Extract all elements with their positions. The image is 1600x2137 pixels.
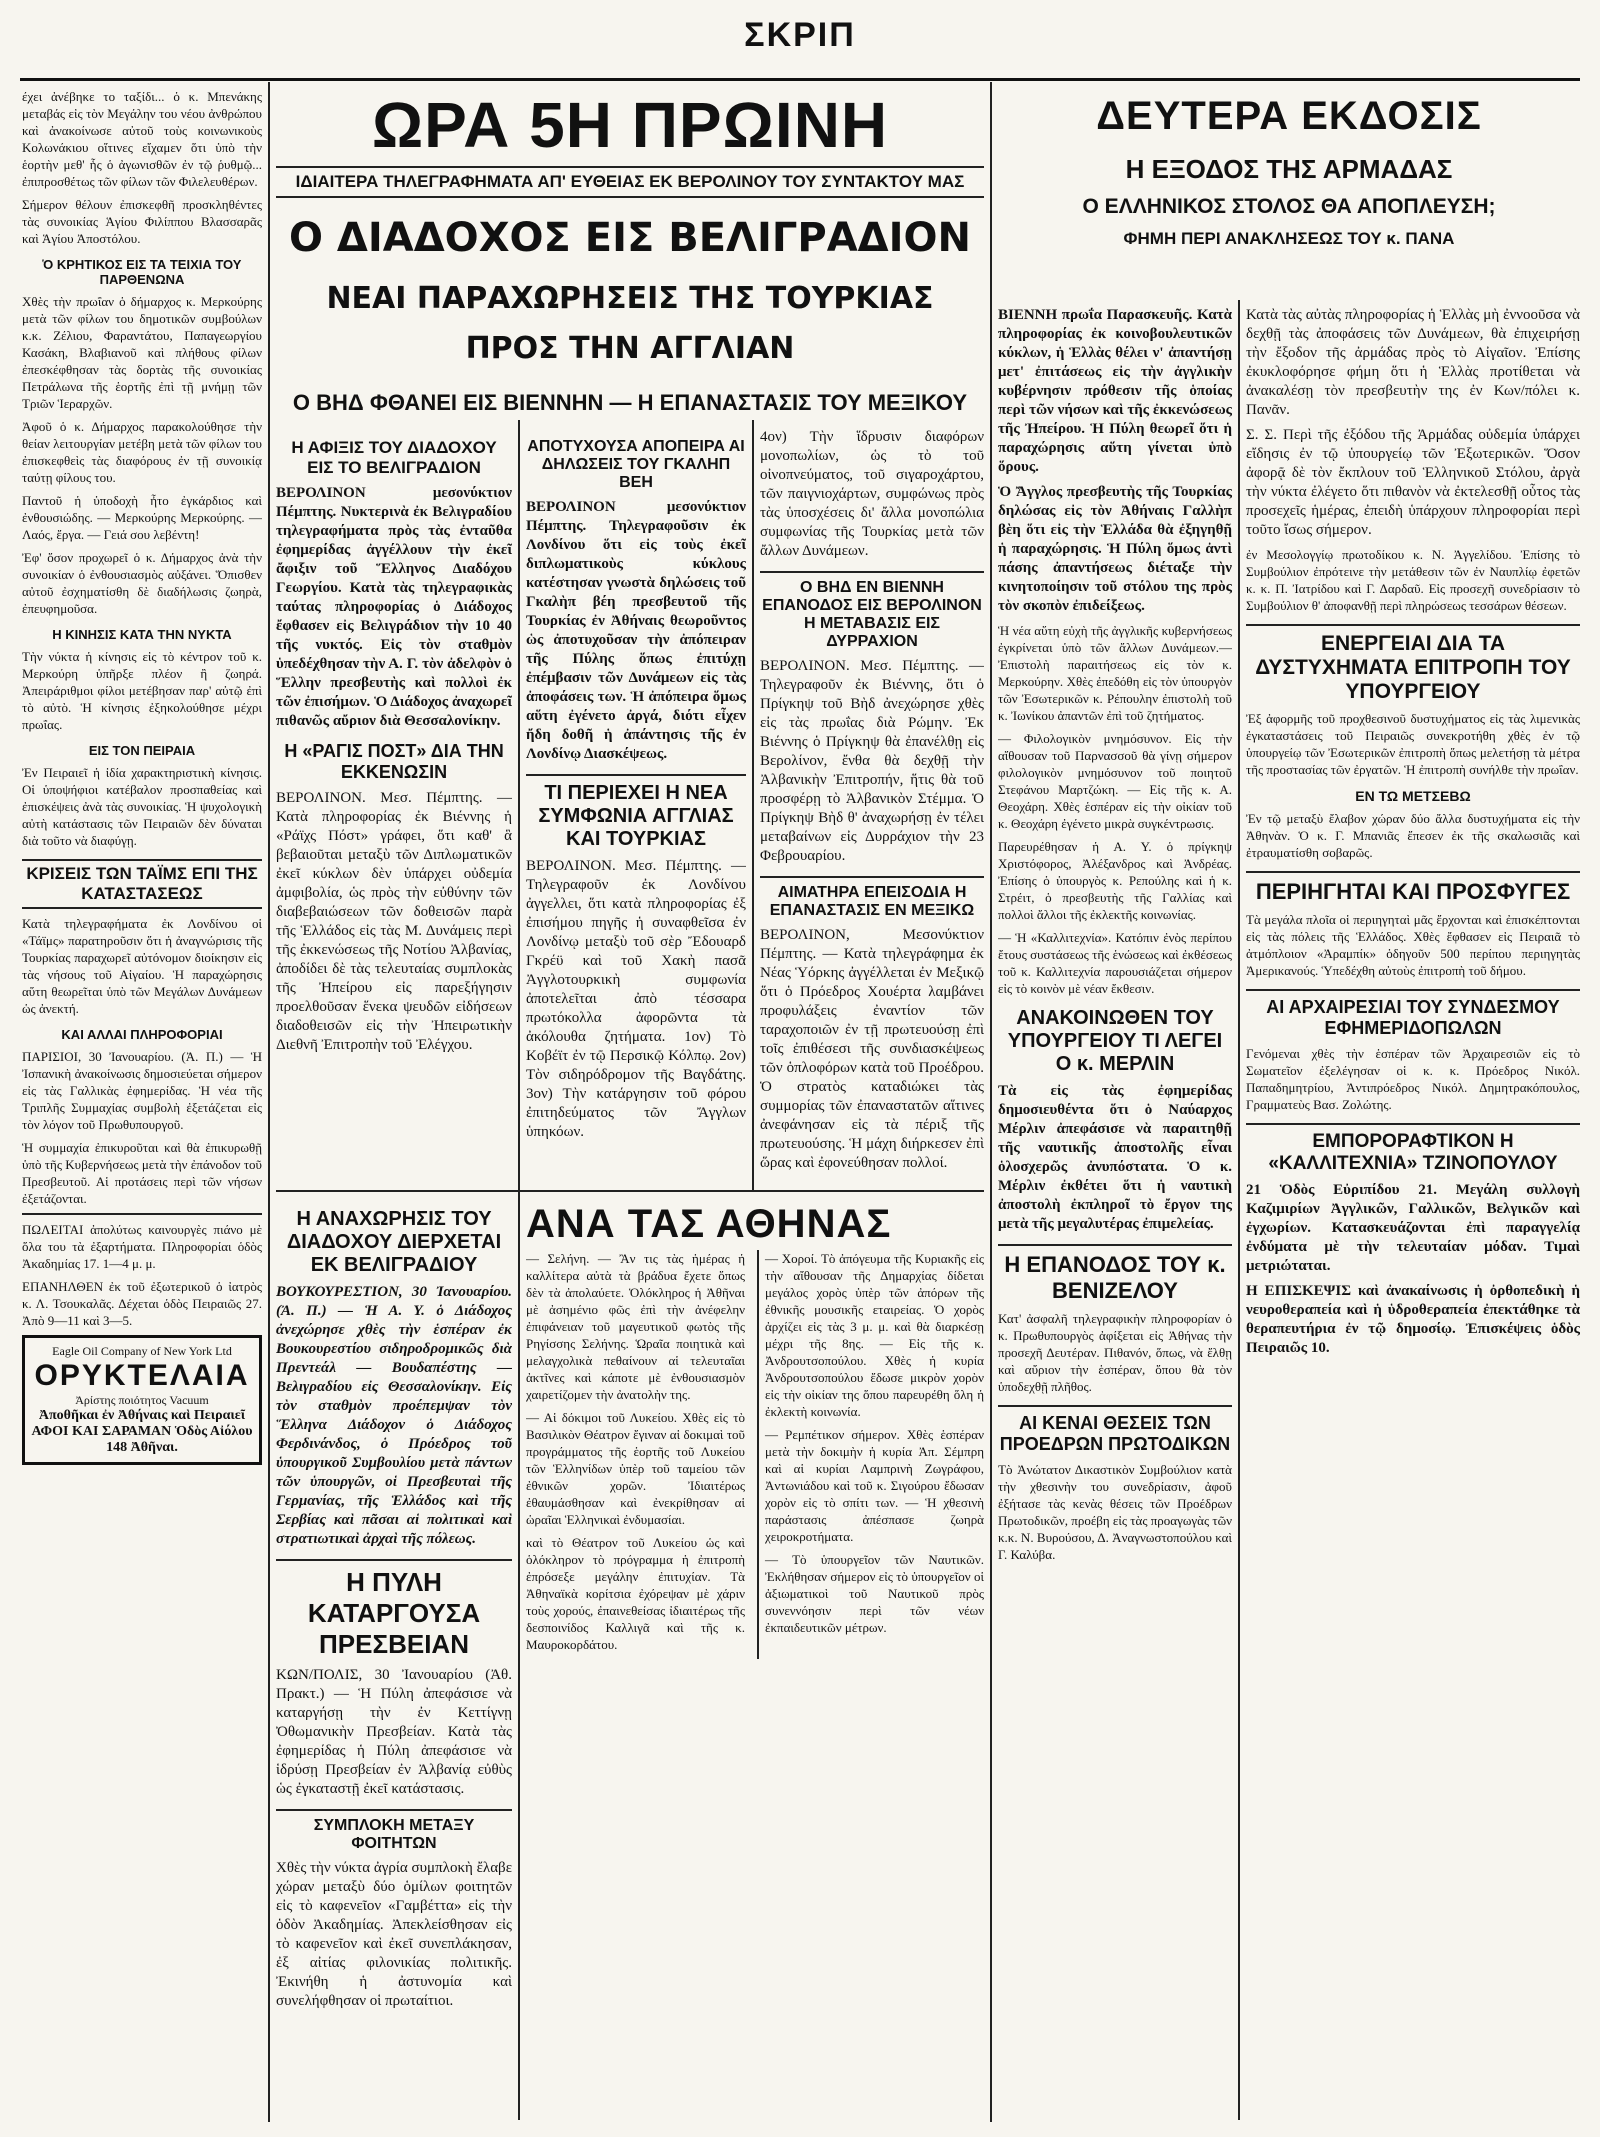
main-headline: Ο ΔΙΑΔΟΧΟΣ ΕΙΣ ΒΕΛΙΓΡΑΔΙΟΝ xyxy=(289,215,971,261)
left-column xyxy=(22,88,262,2128)
article-paragraph: Κατ' ἀσφαλῆ τηλεγραφικὴν πληροφορίαν ὁ κ. Πρωθυπουργὸς ἀφίξεται εἰς Ἀθήνας τὴν προσεχῆ Δευτέραν. Πιθανόν, ὅπως, νὰ ἔλθῃ καὶ αὔριον τὴν ἑσπέραν, ὅπου θὰ τὸν ὑποδεχθῇ πλῆθος. xyxy=(998,1311,1232,1394)
column-rule xyxy=(518,420,520,1190)
section-heading: ΑΙ ΑΡΧΑΙΡΕΣΙΑΙ ΤΟΥ ΣΥΝΔΕΣΜΟΥ ΕΦΗΜΕΡΙΔΟΠΩΛΩΝ xyxy=(1246,989,1580,1039)
article-paragraph: ΒΕΡΟΛΙΝΟΝ. Μεσ. Πέμπτης. — Κατὰ πληροφορίας ἐκ Βιέννης ἡ «Ράϊχς Πόστ» γράφει, ὅτι καθ' ἃ βεβαιοῦται μεταξὺ τῶν Διπλωματικῶν ἐκεῖ κύκλων δὲν ὑπάρχει οὐδεμία ἀμφιβολία, ὡς πρὸς τὴν εὐθύνην τῶν διαβεβαιώσεων τῶν δοθεισῶν παρὰ τῆς Ἑλλάδος εἰς τὰς Μ. Δυνάμεις περὶ τῆς ἐκκενώσεως τῆς Νοτίου Ἀλβανίας, ἀποδίδει δὲ τὰς τελευταίας συμπλοκὰς τῆς Ἠπείρου εἰς παρεξήγησιν προελθοῦσαν ἕνεκα ψευδῶν εἰδήσεων διαδοθεισῶν εἰς τὴν Ἠπειρωτικὴν Διεθνῆ Ἐπιτροπὴν τοῦ Ἐλέγχου. xyxy=(276,790,512,1053)
article-paragraph: — Χοροί. Τὸ ἀπόγευμα τῆς Κυριακῆς εἰς τὴν αἴθουσαν τῆς Δημαρχίας δίδεται μεγάλος χορὸς ὑπὲρ τῶν ἀπόρων τῆς ἐθνικῆς μουσικῆς εταιρείας. Ὁ χορὸς ἀρχίζει εἰς τὰς 3 μ. μ. καὶ θὰ διαρκέσῃ μέχρι τῆς 8ης. — Εἰς τῆς κ. Ἀνδρουτσοπούλου. Χθὲς ἡ κυρία Ἀνδρουτσοπούλου ἔδωσε μικρὸν χορὸν εἰς τὴν οἰκίαν της ὅπου παρευρέθη ὅλη ἡ ἐκλεκτὴ κοινωνία. xyxy=(765,1251,984,1419)
second-edition-banner: ΔΕΥΤΕΡΑ ΕΚΔΟΣΙΣ xyxy=(1096,94,1482,138)
article-paragraph: Τὴν νύκτα ἡ κίνησις εἰς τὸ κέντρον τοῦ κ. Μερκούρη ὑπῆρξε πλέον ἢ ζωηρά. Ἀπειράριθμοι φίλοι μετέβησαν παρ' αὐτῷ ἐπὶ τὸ αὐτὸ. Ἡ κίνησις ἐξηκολούθησε μέχρι πρωΐας. xyxy=(22,649,262,732)
section-heading: ΠΕΡΙΗΓΗΤΑΙ ΚΑΙ ΠΡΟΣΦΥΓΕΣ xyxy=(1246,871,1580,905)
center-column-1 xyxy=(276,428,512,1188)
article-paragraph: Ἡ νέα αὕτη εὐχὴ τῆς ἀγγλικῆς κυβερνήσεως ἐγκρίνεται ὑπὸ τῶν ἄλλων Δυνάμεων.— Ἐπιστολὴ παραιτήσεως εἰς τὸν κ. Μερκούρην. Χθὲς ἐπεδόθη εἰς τὸν ὑπουργὸν τῶν Ἐσωτερικῶν κ. Ρέπουλην ἐπιστολὴ τοῦ κ. Ἰωνίκου ἀπαντῶν ἐπὶ τοῦ ζητήματος. xyxy=(998,623,1232,723)
right-headlines xyxy=(998,88,1580,298)
ad-line: ΑΦΟΙ ΚΑΙ ΣΑΡΑΜΑΝ Ὁδὸς Αἰόλου 148 Ἀθῆναι. xyxy=(31,1424,253,1455)
article-paragraph: Ἐν τῷ μεταξὺ ἔλαβον χώραν δύο ἄλλα δυστυχήματα εἰς τὴν Ἀθηνὰν. Ὁ κ. Γ. Μπανιᾶς ἔπεσεν ἐκ τῆς σκαλωσιᾶς καὶ ἐτραυματίσθη σοβαρῶς. xyxy=(1246,811,1580,860)
article-paragraph: Η ΕΠΙΣΚΕΨΙΣ καὶ ἀνακαίνωσις ἡ ὀρθοπεδικὴ ἡ νευροθεραπεία καὶ ἡ ὑδροθεραπεία ἐπεκτάθηκε τὰ θεραπευτήρια ἐν τῷ δημοσίῳ. Ἐπισκέψεις ὁδὸς Πειραιῶς 10. xyxy=(1246,1283,1580,1356)
divider xyxy=(22,1213,262,1215)
article-paragraph: 21 Ὁδὸς Εὐριπίδου 21. Μεγάλη συλλογὴ Καζιμιρίων Ἀγγλικῶν, Γαλλικῶν, Βελγικῶν καὶ ἐγχωρίων. Κατασκευάζονται ἐπὶ παραγγελίᾳ ἐνδύματα μὲ τὴν τελευταίαν μόδαν. Τιμαὶ μετριώταται. xyxy=(1246,1182,1580,1274)
oil-advertisement xyxy=(22,1335,262,1465)
ad-company: Eagle Oil Company of New York Ltd xyxy=(52,1344,232,1358)
article-paragraph: καὶ τὸ Θέατρον τοῦ Λυκείου ὡς καὶ ὁλόκληρον τὸ πρόγραμμα ἡ ἐπιτροπὴ ἐπρόσεξε μεγάλην ἐπιτυχίαν. Τὰ Ἀθηναϊκὰ κορίτσια ἐχόρεψαν μὲ χάριν τοὺς χορούς, ἐπαινεθείσας ἰδιαιτέρως τῆς δεσποινίδος Καλλιγᾶ καὶ τῆς κ. Μαυροκορδάτου. xyxy=(526,1535,745,1652)
section-heading: Η ΠΥΛΗ ΚΑΤΑΡΓΟΥΣΑ ΠΡΕΣΒΕΙΑΝ xyxy=(276,1559,512,1660)
banner-headline: ΩΡΑ 5Η ΠΡΩΙΝΗ xyxy=(371,89,889,161)
article-paragraph: 4ον) Τὴν ἵδρυσιν διαφόρων μονοπωλίων, ὡς τὸ τοῦ οἰνοπνεύματος, τοῦ σιγαροχάρτου, τῶν παιγνιοχάρτων, συμφώνως πρὸς τὰς ὑποσχέσεις δι' ἄλλα μονοπώλια συμφωνίας τῆς Τουρκίας μετὰ τῶν ἄλλων Δυνάμεων. xyxy=(760,429,984,559)
main-headline: ΝΕΑΙ ΠΑΡΑΧΩΡΗΣΕΙΣ ΤΗΣ ΤΟΥΡΚΙΑΣ ΠΡΟΣ ΤΗΝ ΑΓΓΛΙΑΝ xyxy=(326,281,934,366)
center-lower-left xyxy=(276,1198,512,2118)
article-paragraph: ΒΕΡΟΛΙΝΟΝ. Μεσ. Πέμπτης. — Τηλεγραφοῦν ἐκ Λονδίνου ἀγγελλει, ὅτι κατὰ πληροφορίας ἐξ ἐπισήμου πηγῆς ἡ συναφθεῖσα ἐν Λονδίνῳ μεταξὺ τοῦ σὲρ Ἔδουαρδ Γκρέϋ καὶ τοῦ Χακὴ πασᾶ Ἀγγλοτουρκικὴ συμφωνία ἀποτελεῖται ἀπὸ τέσσαρα πρωτόκολλα ἀφορῶντα τὰ ἀκόλουθα ζητήματα. 1ον) Τὸ Κοβέϊτ ἐν τῷ Περσικῷ Κόλπῳ. 2ον) Τὸν σιδηρόδρομον τῆς Βαγδάτης. 3ον) Τὴν κατάργησιν τοῦ φόρου ἐπιτηδεύματος τῶν Ἄγγλων ὑπηκόων. xyxy=(526,858,746,1140)
article-paragraph: Σήμερον θέλουν ἐπισκεφθῆ προσκληθέντες τὰς συνοικίας Ἁγίου Φιλίππου Βλασσαρᾶς καὶ Ἁγίου Ἀποστόλου. xyxy=(22,197,262,246)
article-paragraph: ΒΕΡΟΛΙΝΟΝ, Μεσονύκτιον Πέμπτης. — Κατὰ τηλεγράφημα ἐκ Νέας Ὑόρκης ἀγγέλλεται ἐν Μεξικῷ ὅτι ὁ Πρόεδρος Χουέρτα λαμβάνει προφυλάξεις ἐναντίον τῶν ταραχοποιῶν ἐν τῇ πρωτευούσῃ ἐπὶ τοῖς ἐπιθέσεσι τῆς συνδιασκέψεως τῶν ὁπλοφόρων κατὰ τοῦ Προέδρου. Ὁ στρατὸς καταδιώκει τὰς συμμορίας τῶν ἐπαναστατῶν αἵτινες ἀνεφάνησαν εἰς τὰ πέριξ τῆς πρωτευούσης. Ἡ μάχη διήρκεσεν ἐπὶ ὥρας καὶ ἐφονεύθησαν πολλοί. xyxy=(760,927,984,1171)
right-column-b xyxy=(1246,306,1580,2116)
section-heading: ΤΙ ΠΕΡΙΕΧΕΙ Η ΝΕΑ ΣΥΜΦΩΝΙΑ ΑΓΓΛΙΑΣ ΚΑΙ ΤΟΥΡΚΙΑΣ xyxy=(526,774,746,851)
section-heading: Η ΕΠΑΝΟΔΟΣ ΤΟΥ κ. ΒΕΝΙΖΕΛΟΥ xyxy=(998,1244,1232,1304)
ad-line: Ἀποθῆκαι ἐν Ἀθήναις καὶ Πειραιεῖ xyxy=(38,1408,246,1423)
ad-title: ΟΡΥΚΤΕΛΑΙΑ xyxy=(34,1359,250,1392)
section-heading: Ὁ ΚΡΗΤΙΚΟΣ ΕΙΣ ΤΑ ΤΕΙΧΙΑ ΤΟΥ ΠΑΡΘΕΝΩΝΑ xyxy=(42,257,242,287)
center-column-2 xyxy=(526,428,746,1188)
article-paragraph: Τὸ Ἀνώτατον Δικαστικὸν Συμβούλιον κατὰ τὴν χθεσινὴν του συνεδρίασιν, ἀφοῦ ἐξήτασε τὰς κενὰς θέσεις τῶν Προέδρων Πρωτοδικῶν, προέβη εἰς τὰς προαγωγὰς τῶν κ.κ. Ν. Βυρούσου, Δ. Ἀναγνωστοπούλου καὶ Γ. Καλύβα. xyxy=(998,1462,1232,1562)
article-paragraph: Τὰ μεγάλα πλοῖα οἱ περιηγηταὶ μᾶς ἔρχονται καὶ ἐπισκέπτονται εἰς τὰς πόλεις τῆς Ἑλλάδος. Χθὲς ἔφθασεν εἰς Πειραιᾶ τὸ ἀτμόπλοιον «Ἀραμπίκ» ὁδηγοῦν 500 περίπου περιηγητὰς Ἀμερικανούς. Ὑπεδέχθη αὐτοὺς ἐπιτροπὴ τοῦ δήμου. xyxy=(1246,912,1580,978)
right-column-a xyxy=(998,306,1232,2116)
section-heading: ΚΡΙΣΕΙΣ ΤΩΝ ΤΑΪΜΣ ΕΠΙ ΤΗΣ ΚΑΤΑΣΤΑΣΕΩΣ xyxy=(22,859,262,909)
article-paragraph: Ὁ Ἄγγλος πρεσβευτὴς τῆς Τουρκίας δηλώσας εἰς τὸν Ἀθήναις Γαλλὴπ βὲη ὅτι εἰς τὴν Ἑλλάδα θὰ ἐξηγηθῇ ἡ παραχώρησις. Ἡ Πύλη ὅμως ἀντὶ πάσης ἀπαντήσεως διέταξε τὴν κινητοποίησιν τοῦ στόλου της πρὸς τὸν σκοπὸν ἐπιδείξεως. xyxy=(998,484,1232,614)
article-paragraph: Τὰ εἰς τὰς ἐφημερίδας δημοσιευθέντα ὅτι ὁ Ναύαρχος Μέρλιν ἀπεφάσισε νὰ παραιτηθῇ τῆς ναυτικῆς ἀποστολῆς εἶναι ὁλοσχερῶς ἀνυπόστατα. Ὁ κ. Μέρλιν ἐκθέτει ὅτι ἡ ναυτικὴ ἀποστολὴ ἐκπληροῖ τὸ ἔργον της μετὰ τῆς μεγαλυτέρας ἐπιμελείας. xyxy=(998,1083,1232,1232)
article-paragraph: Ἐν Πειραιεῖ ἡ ἰδία χαρακτηριστικὴ κίνησις. Οἱ ὑποψήφιοι κατέβαλον προσπαθείας καὶ ἐπισκέψεις ἀνὰ τὰς συνοικίας. Ἡ ψυχολογικὴ αὐτὴ κατάστασις τῶν Πειραιῶν δὲν δύναται διὰ τοῦτο νὰ διαφύγῃ. xyxy=(22,765,262,848)
masthead-title: ΣΚΡΙΠ xyxy=(744,16,856,54)
article-paragraph: Γενόμεναι χθὲς τὴν ἑσπέραν τῶν Ἀρχαιρεσιῶν εἰς τὸ Σωματεῖον ἐξελέγησαν οἱ κ. κ. Πρόεδρος Νικόλ. Παπαδημητρίου, Ἀντιπρόεδρος Νικόλ. Δημητρακόπουλος, Γραμματεὺς Βασ. Ζολώτης. xyxy=(1246,1046,1580,1112)
article-paragraph: ἐν Μεσολογγίῳ πρωτοδίκου κ. Ν. Ἀγγελίδου. Ἐπίσης τὸ Συμβούλιον ἐπρότεινε τὴν μετάθεσιν τῶν ἐν Ναυπλίῳ ἐφετῶν κ. κ. Π. Ἰατρίδου καὶ Γ. Δαρδαῦ. Εἰς προσεχῆ συνεδρίασιν τὸ Συμβούλιον θ' ἀποφανθῇ περὶ πληρώσεως τεσσάρων θέσεων. xyxy=(1246,547,1580,613)
classified-ad: ΕΠΑΝΗΛΘΕΝ ἐκ τοῦ ἐξωτερικοῦ ὁ ἰατρὸς κ. Λ. Τσουκαλᾶς. Δέχεται ὁδὸς Πειραιῶς 27. Ἀπὸ 9—11 καὶ 3—5. xyxy=(22,1279,262,1328)
article-paragraph: — Ρεμπέτικον σήμερον. Χθὲς ἑσπέραν μετὰ τὴν δοκιμὴν ἡ κυρία Ἀπ. Σέμπρη καὶ αἱ κυρίαι Λαμπρινὴ Ζωγράφου, Ἀντωνιάδου καὶ τοῦ κ. Σιγούρου ἔδωσαν χορὸν εἰς τὸ σπίτι των. — Ἡ χθεσινὴ παράστασις ἀπέσπασε ζωηρὰ χειροκροτήματα. xyxy=(765,1427,984,1544)
section-heading: ΣΥΜΠΛΟΚΗ ΜΕΤΑΞΥ ΦΟΙΤΗΤΩΝ xyxy=(276,1809,512,1853)
column-rule xyxy=(1238,300,1240,2120)
article-paragraph: ΒΙΕΝΝΗ πρωΐα Παρασκευῆς. Κατὰ πληροφορίας ἐκ κοινοβουλευτικῶν κύκλων, ἡ Ἑλλὰς θέλει ν' ἀπαντήσῃ μετ' ἐπιτάσεως εἰς τὴν ἀγγλικὴν κυβέρνησιν πρόθεσιν τῆς ὁποίας περὶ τῶν νήσων καὶ τῆς ἐκκενώσεως τῆς Ἠπείρου. Ἡ Πύλη θεωρεῖ ὅτι ἡ παραχώρησις αὕτη γίνεται ὑπὸ ὅρους. xyxy=(998,307,1232,475)
article-paragraph: — Σελήνη. — Ἂν τις τὰς ἡμέρας ἡ καλλίτερα αὐτὰ τὰ βράδυα ἔχετε ὅπως δὲν τὰ ἀπολαύετε. Ὁλόκληρος ἡ Ἀθῆναι μὲ ἀσημένιο φῶς ἐπὶ τὴν ἀνέφελην ἐπιφάνειαν τοῦ μαγευτικοῦ φωτὸς τῆς Ρηγίσσης Σελήνης. Ὡραῖα ποιητικὰ καὶ μελαγχολικὰ πεθαίνουν αἱ τελευταῖαι ἀκτῖνες καὶ κάποτε μὲ ἐνθουσιασμὸν χαιρετίζομεν τὴν ἀνατολὴν της. xyxy=(526,1251,745,1402)
article-paragraph: ΒΕΡΟΛΙΝΟΝ. Μεσ. Πέμπτης. — Τηλεγραφοῦν ἐκ Βιέννης, ὅτι ὁ Πρίγκηψ τοῦ Βὴδ ἀνεχώρησε χθὲς εἰς τὰς πρωΐας διὰ Ρώμην. Ἐκ Βιέννης ὁ Πρίγκηψ θὰ ἐπανέλθῃ εἰς Βερολίνον, ἔνθα θὰ δεχθῇ τὴν Ἀλβανικὴν Ἐπιτροπήν, ἥτις θὰ τοῦ προσφέρῃ τὸ Ἀλβανικὸν Στέμμα. Ὁ Πρίγκηψ Βὴδ θ' ἀναχωρήσῃ ἐν τέλει μεταβαίνων εἰς Δυρράχιον τὴν 23 Φεβρουαρίου. xyxy=(760,658,984,864)
masthead-rule xyxy=(20,78,1580,81)
column-rule xyxy=(518,1190,520,2120)
section-heading: ΚΑΙ ΑΛΛΑΙ ΠΛΗΡΟΦΟΡΙΑΙ xyxy=(61,1027,223,1042)
article-paragraph: ΒΕΡΟΛΙΝΟΝ μεσονύκτιον Πέμπτης. Νυκτερινὰ ἐκ Βελιγραδίου τηλεγραφήματα πρὸς τὰς ἐνταῦθα ἐφημερίδας ἀγγέλλουν τὴν ἐκεῖ ἄφιξιν τοῦ Ἕλληνος Διαδόχου Γεωργίου. Κατὰ τὰς τηλεγραφικὰς ταύτας πληροφορίας ὁ Διάδοχος ἔφθασεν εἰς Βελιγράδιον τὴν 10 40 τῆς νυκτός. Εἰς τὸν σταθμὸν ὑπεδέχθησαν τὴν Α. Γ. τὸν ἀδελφὸν ὁ Ἕλλην πρεσβευτὴς καὶ πολλοὶ ἐκ τῶν ἐπισήμων. Ὁ Διάδοχος ἀναχωρεῖ πιθανῶς αὔριον διὰ Θεσσαλονίκην. xyxy=(276,485,512,729)
right-headline: Η ΕΞΟΔΟΣ ΤΗΣ ΑΡΜΑΔΑΣ xyxy=(1125,154,1453,184)
section-heading: Η ΑΝΑΧΩΡΗΣΙΣ ΤΟΥ ΔΙΑΔΟΧΟΥ ΔΙΕΡΧΕΤΑΙ ΕΚ ΒΕΛΙΓΡΑΔΙΟΥ xyxy=(286,1208,502,1276)
banner-subtitle: ΙΔΙΑΙΤΕΡΑ ΤΗΛΕΓΡΑΦΗΜΑΤΑ ΑΠ' ΕΥΘΕΙΑΣ ΕΚ ΒΕΡΟΛΙΝΟΥ ΤΟΥ ΣΥΝΤΑΚΤΟΥ ΜΑΣ xyxy=(276,166,984,198)
article-paragraph: Σ. Σ. Περὶ τῆς ἐξόδου τῆς Ἀρμάδας οὐδεμία ὑπάρχει εἴδησις ἐν τῷ ὑπουργείῳ τῶν Ἐξωτερικῶν. Ὅσον ἀφορᾷ δὲ τὸν ἔκπλουν τοῦ Ἑλληνικοῦ Στόλου, ἀργὰ τὴν νύκτα ἐλέγετο ὅτι πιθανὸν νὰ ἐκτελεσθῇ οὗτος τὰς προσεχεῖς ἡμέρας, ἐπειδὴ ὑπάρχουν πληροφορίαι περὶ τοῦτο ἴσως σήμερον. xyxy=(1246,427,1580,538)
article-paragraph: Ἐξ ἀφορμῆς τοῦ προχθεσινοῦ δυστυχήματος εἰς τὰς λιμενικὰς ἐγκαταστάσεις τοῦ Πειραιῶς συνεκροτήθη χθὲς ἐν τῷ ὑπουργείῳ τῶν Ἐσωτερικῶν ἐπιτροπὴ ὅπως μελετήσῃ τὰ μέτρα τῆς προστασίας τῶν ἐργατῶν. Ἡ ἐπιτροπὴ συνήλθε τὴν πρωΐαν. xyxy=(1246,711,1580,777)
article-paragraph: Χθὲς τὴν πρωΐαν ὁ δήμαρχος κ. Μερκούρης μετὰ τῶν φίλων του δημοτικῶν συμβούλων κ.κ. Ζέλιου, Φαραντάτου, Παπαγεωργίου Κασάκη, Βλαβιανοῦ καὶ πλήθους φίλων ἐπεσκέφθησαν τὰς δορτὰς τῆς συνοικίας Πετράλωνα τῆς ἑορτῆς ἐπὶ τῇ μνήμῃ τῶν Τριῶν Ἱεραρχῶν. xyxy=(22,294,262,411)
article-paragraph: — Φιλολογικὸν μνημόσυνον. Εἰς τὴν αἴθουσαν τοῦ Παρνασσοῦ θὰ γίνῃ σήμερον φιλολογικὸν μνημόσυνον τοῦ ποιητοῦ Στεφάνου Μαρτζώκη. — Εἰς τῆς κ. Α. Θεοχάρη. Χθὲς ἑσπέραν εἰς τὴν οἰκίαν τοῦ κ. Θεοχάρη ἐγένετο μικρὰ συγκέντρωσις. xyxy=(998,731,1232,831)
section-heading: ΕΜΠΟΡΟΡΑΦΤΙΚΟΝ Η «ΚΑΛΛΙΤΕΧΝΙΑ» ΤΖΙΝΟΠΟΥΛΟΥ xyxy=(1246,1123,1580,1175)
section-heading: Ο ΒΗΔ ΕΝ ΒΙΕΝΝΗ ΕΠΑΝΟΔΟΣ ΕΙΣ ΒΕΡΟΛΙΝΟΝ Η ΜΕΤΑΒΑΣΙΣ ΕΙΣ ΔΥΡΡΑΧΙΟΝ xyxy=(760,571,984,651)
divider xyxy=(276,1190,984,1192)
section-heading: Η ΑΦΙΞΙΣ ΤΟΥ ΔΙΑΔΟΧΟΥ ΕΙΣ ΤΟ ΒΕΛΙΓΡΑΔΙΟΝ xyxy=(291,438,497,477)
right-headline: Ο ΕΛΛΗΝΙΚΟΣ ΣΤΟΛΟΣ ΘΑ ΑΠΟΠΛΕΥΣΗ; xyxy=(1082,195,1496,218)
article-paragraph: — Αἱ δόκιμοι τοῦ Λυκείου. Χθὲς εἰς τὸ Βασιλικὸν Θέατρον ἔγιναν αἱ δοκιμαὶ τοῦ προγράμματος τῆς ἑορτῆς τοῦ Λυκείου τῶν Ἑλληνίδων ὑπὲρ τοῦ ταμείου τῶν ἐθνικῶν χορῶν. Ἰδιαιτέρως ἐθαυμάσθησαν καὶ ἐνεκρίθησαν αἱ ὡραῖαι Ἑλληνικαὶ ἐνδυμασίαι. xyxy=(526,1410,745,1527)
center-column-3 xyxy=(760,428,984,1188)
athens-column xyxy=(526,1198,984,2118)
article-paragraph: — Ἡ «Καλλιτεχνία». Κατόπιν ἐνὸς περίπου ἔτους συστάσεως τῆς ἑνώσεως καὶ ἐκθέσεως τοῦ κ. Καλλιτεχνία παρουσιάζεται σήμερον εἰς τὸ κοινὸν μὲ νέαν ἔκθεσιν. xyxy=(998,930,1232,996)
article-paragraph: Ἐφ' ὅσον προχωρεῖ ὁ κ. Δήμαρχος ἀνὰ τὴν συνοικίαν ὁ ἐνθουσιασμὸς αὐξάνει. Ὅπισθεν αὐτοῦ ἐσχηματίσθη δὲ διαδήλωσις ζωηρὰ, ἐπευφημοῦσα. xyxy=(22,550,262,616)
classified-ad: ΠΩΛΕΙΤΑΙ ἀπολύτως καινουργὲς πιάνο μὲ ὅλα του τὰ ἐξαρτήματα. Πληροφορίαι ὁδὸς Ἀκαδημίας 17. 1—4 μ. μ. xyxy=(22,1222,262,1271)
article-paragraph: Χθὲς τὴν νύκτα ἀγρία συμπλοκὴ ἔλαβε χώραν μεταξὺ δύο ὁμίλων φοιτητῶν εἰς τὸ καφενεῖον «Γαμβέττα» εἰς τὴν ὁδὸν Ἀκαδημίας. Ἀπεκλείσθησαν εἰς τὸ καφενεῖον καὶ ἐκεῖ συνεπλάκησαν, ἐξ αἰτίας φιλονικίας πολιτικῆς. Ἐκινήθη ἡ ἀστυνομία καὶ συνελήφθησαν οἱ πρωταίτιοι. xyxy=(276,1860,512,2009)
column-rule xyxy=(990,82,992,2122)
section-heading: Η ΚΙΝΗΣΙΣ ΚΑΤΑ ΤΗΝ ΝΥΚΤΑ xyxy=(52,627,232,642)
article-paragraph: ΒΟΥΚΟΥΡΕΣΤΙΟΝ, 30 Ἰανουαρίου. (Ἀ. Π.) — Ἡ Α. Υ. ὁ Διάδοχος ἀνεχώρησε χθὲς τὴν ἑσπέραν ἐκ Βουκουρεστίου σιδηροδρομικῶς διὰ Πρεντεάλ — Βουδαπέστης — Βελιγραδίου εἰς Θεσσαλονίκην. Εἰς τὸν σταθμὸν προέπεμψαν τὸν Ἕλληνα Διάδοχον ὁ Διάδοχος Φερδινάνδος, ὁ Πρόεδρος τοῦ ὑπουργικοῦ Συμβουλίου μετὰ πάντων τῶν ὑπουργῶν, οἱ Πρεσβευταὶ τῆς Γερμανίας, τῆς Ἑλλάδος καὶ τῆς Σερβίας καὶ πᾶσαι αἱ πολιτικαὶ καὶ στρατιωτικαὶ ἀρχαὶ τῆς πόλεως. xyxy=(276,1284,512,1547)
section-heading: ΑΠΟΤΥΧΟΥΣΑ ΑΠΟΠΕΙΡΑ ΑΙ ΔΗΛΩΣΕΙΣ ΤΟΥ ΓΚΑΛΗΠ ΒΕΗ xyxy=(527,438,745,491)
ad-line: Ἀρίστης ποιότητος Vacuum xyxy=(75,1393,209,1407)
article-paragraph: ΚΩΝ/ΠΟΛΙΣ, 30 Ἰανουαρίου (Ἀθ. Πρακτ.) — Ἡ Πύλη ἀπεφάσισε νὰ καταργήσῃ τὴν ἐν Κεττίγνῃ Ὀθωμανικὴν Πρεσβείαν. Κατὰ τὰς ἐφημερίδας ἡ Πύλη ἀπεφάσισε νὰ ἱδρύσῃ Πρεσβείαν ἐν Ἀλβανίᾳ εὐθὺς ὡς ἐγκαταστῇ ἐκεῖ κατάστασις. xyxy=(276,1667,512,1797)
article-paragraph: Ἀφοῦ ὁ κ. Δήμαρχος παρακολούθησε τὴν θείαν λειτουργίαν μετέβη μετὰ τῶν φίλων του ἐπισκεφθεὶς τὰς διαφόρους ἐν τῇ συνοικίᾳ ταύτῃ φίλους του. xyxy=(22,419,262,485)
center-headlines xyxy=(276,88,984,418)
section-heading: ΕΝ ΤΩ ΜΕΤΣΕΒΩ xyxy=(1355,788,1471,804)
article-paragraph: έχει ἀνέβηκε το ταξίδι... ὁ κ. Μπενάκης μεταβάς εἰς τὸν Μεγάλην του νέου ἀνθρώπου καὶ ἀνακοίνωσε αὐτοῦ τοὺς κοινωνικοὺς Κολωνάκιου οἵτινες εἴχαμεν ὅτι ὑπὸ τὴν ἑορτὴν μεθ' ἧς ὁ ἀγωνισθῶν ἐν τῷ ῥυθμῷ... ἐπιπροσθέτως τῶν φίλων τῶν Φιλελευθέρων. xyxy=(22,89,262,189)
main-subheadline: Ο ΒΗΔ ΦΘΑΝΕΙ ΕΙΣ ΒΙΕΝΝΗΝ — Η ΕΠΑΝΑΣΤΑΣΙΣ ΤΟΥ ΜΕΞΙΚΟΥ xyxy=(292,390,968,415)
article-paragraph: Παντοῦ ἡ ὑποδοχὴ ἦτο ἐγκάρδιος καὶ ἐνθουσιώδης. — Μερκούρης Μερκούρης. — Λαός, ἔργα. — Γειά σου λεβέντη! xyxy=(22,493,262,542)
article-paragraph: — Τὸ ὑπουργεῖον τῶν Ναυτικῶν. Ἐκλήθησαν σήμερον εἰς τὸ ὑπουργεῖον οἱ ἀξιωματικοὶ τοῦ Ναυτικοῦ πρὸς συνεννόησιν περὶ τῶν νέων ἐκπαιδευτικῶν μέτρων. xyxy=(765,1552,984,1635)
article-paragraph: ΒΕΡΟΛΙΝΟΝ μεσονύκτιον Πέμπτης. Τηλεγραφοῦσιν ἐκ Λονδίνου ὅτι εἰς τοὺς ἐκεῖ διπλωματικοὺς κύκλους κατέστησαν γνωστὰ δηλώσεις τοῦ Γκαλὴπ βέη πρεσβευτοῦ τῆς Τουρκίας ἐν Ἀθήναις θεωροῦντος ὡς ἀποτυχοῦσαν τὴν ἀπόπειραν τῆς Πύλης ὅπως ἐπιτύχῃ ἐπέμβασιν τῶν Δυνάμεων εἰς τὰς ἀποφάσεις των. Ἡ ἀπόπειρα ὅμως αὕτη ἐγένετο ἀργά, διότι εἶχεν ἤδη δοθῆ ἡ ἀπάντησις τῆς ἐν Λονδίνῳ Διασκέψεως. xyxy=(526,499,746,762)
article-paragraph: ΠΑΡΙΣΙΟΙ, 30 Ἰανουαρίου. (Ἀ. Π.) — Ἡ Ἰσπανικὴ ἀνακοίνωσις δημοσιεύεται σήμερον εἰς τὰς Γαλλικὰς ἐφημερίδας. Ἡ νέα τῆς Τριπλῆς Συμμαχίας συμβολὴ ἐξετάζεται εἰς τὸν λόγον τοῦ Πρωθυπουργοῦ. xyxy=(22,1049,262,1132)
section-heading: Η «ΡΑΓΙΣ ΠΟΣΤ» ΔΙΑ ΤΗΝ ΕΚΚΕΝΩΣΙΝ xyxy=(284,741,504,782)
article-paragraph: Κατὰ τηλεγραφήματα ἐκ Λονδίνου οἱ «Τάϊμς» παρατηροῦσιν ὅτι ἡ ἀναγνώρισις τῆς Τουρκίας παραχωρεῖ αὐτόνομον διοίκησιν εἰς τὰς νήσους τοῦ Αἰγαίου. Ἡ παραχώρησις αὕτη θεωρεῖται ὑπὸ τῶν Μεγάλων Δυνάμεων ὡς ἀνεκτή. xyxy=(22,916,262,1016)
section-heading: ΑΝΑΚΟΙΝΩΘΕΝ ΤΟΥ ΥΠΟΥΡΓΕΙΟΥ ΤΙ ΛΕΓΕΙ Ο κ. ΜΕΡΛΙΝ xyxy=(1007,1007,1223,1075)
section-heading: ΕΝΕΡΓΕΙΑΙ ΔΙΑ ΤΑ ΔΥΣΤΥΧΗΜΑΤΑ ΕΠΙΤΡΟΠΗ ΤΟΥ ΥΠΟΥΡΓΕΙΟΥ xyxy=(1246,624,1580,704)
section-heading: ΑΙΜΑΤΗΡΑ ΕΠΕΙΣΟΔΙΑ Η ΕΠΑΝΑΣΤΑΣΙΣ ΕΝ ΜΕΞΙΚΩ xyxy=(760,876,984,920)
section-heading: ΕΙΣ ΤΟΝ ΠΕΙΡΑΙΑ xyxy=(88,743,196,758)
right-headline: ΦΗΜΗ ΠΕΡΙ ΑΝΑΚΛΗΣΕΩΣ ΤΟΥ κ. ΠΑΝΑ xyxy=(1123,229,1455,248)
article-paragraph: Παρευρέθησαν ἡ Α. Υ. ὁ πρίγκηψ Χριστόφορος, Ἀλέξανδρος καὶ Ἀνδρέας. Ἐπίσης ὁ ὑπουργὸς κ. Ρεπούλης καὶ ἡ κ. Στρέιτ, ὁ πρεσβευτὴς τῆς Γαλλίας καὶ πολλοὶ ἄλλοι τῆς ἐκλεκτῆς κοινωνίας. xyxy=(998,839,1232,922)
column-rule xyxy=(752,420,754,1190)
column-rule xyxy=(268,82,270,2122)
article-paragraph: Κατὰ τὰς αὐτὰς πληροφορίας ἡ Ἑλλὰς μὴ ἐννοοῦσα νὰ δεχθῇ τὰς ἀποφάσεις τῶν Δυνάμεων, θὰ ἐπιχειρήσῃ τὴν ἔξοδον τῆς ἀρμάδας πρὸς τὸ Αἰγαῖον. Ἐπίσης ἐκυκλοφόρησε φήμη ὅτι ἡ Ἑλλὰς προτίθεται νὰ ἀνακαλέσῃ τὸν πρεσβευτὴν της ἐν Κων/πόλει κ. Πανᾶν. xyxy=(1246,307,1580,418)
athens-heading: ΑΝΑ ΤΑΣ ΑΘΗΝΑΣ xyxy=(526,1202,892,1246)
article-paragraph: Ἡ συμμαχία ἐπικυροῦται καὶ θὰ ἐπικυρωθῇ ὑπὸ τῆς Κυβερνήσεως μετὰ τὴν ἐπάνοδον τοῦ Πρεσβευτοῦ. Αἱ προτάσεις περὶ τῶν νήσων ἐξετάζονται. xyxy=(22,1140,262,1206)
section-heading: ΑΙ ΚΕΝΑΙ ΘΕΣΕΙΣ ΤΩΝ ΠΡΟΕΔΡΩΝ ΠΡΩΤΟΔΙΚΩΝ xyxy=(998,1405,1232,1455)
